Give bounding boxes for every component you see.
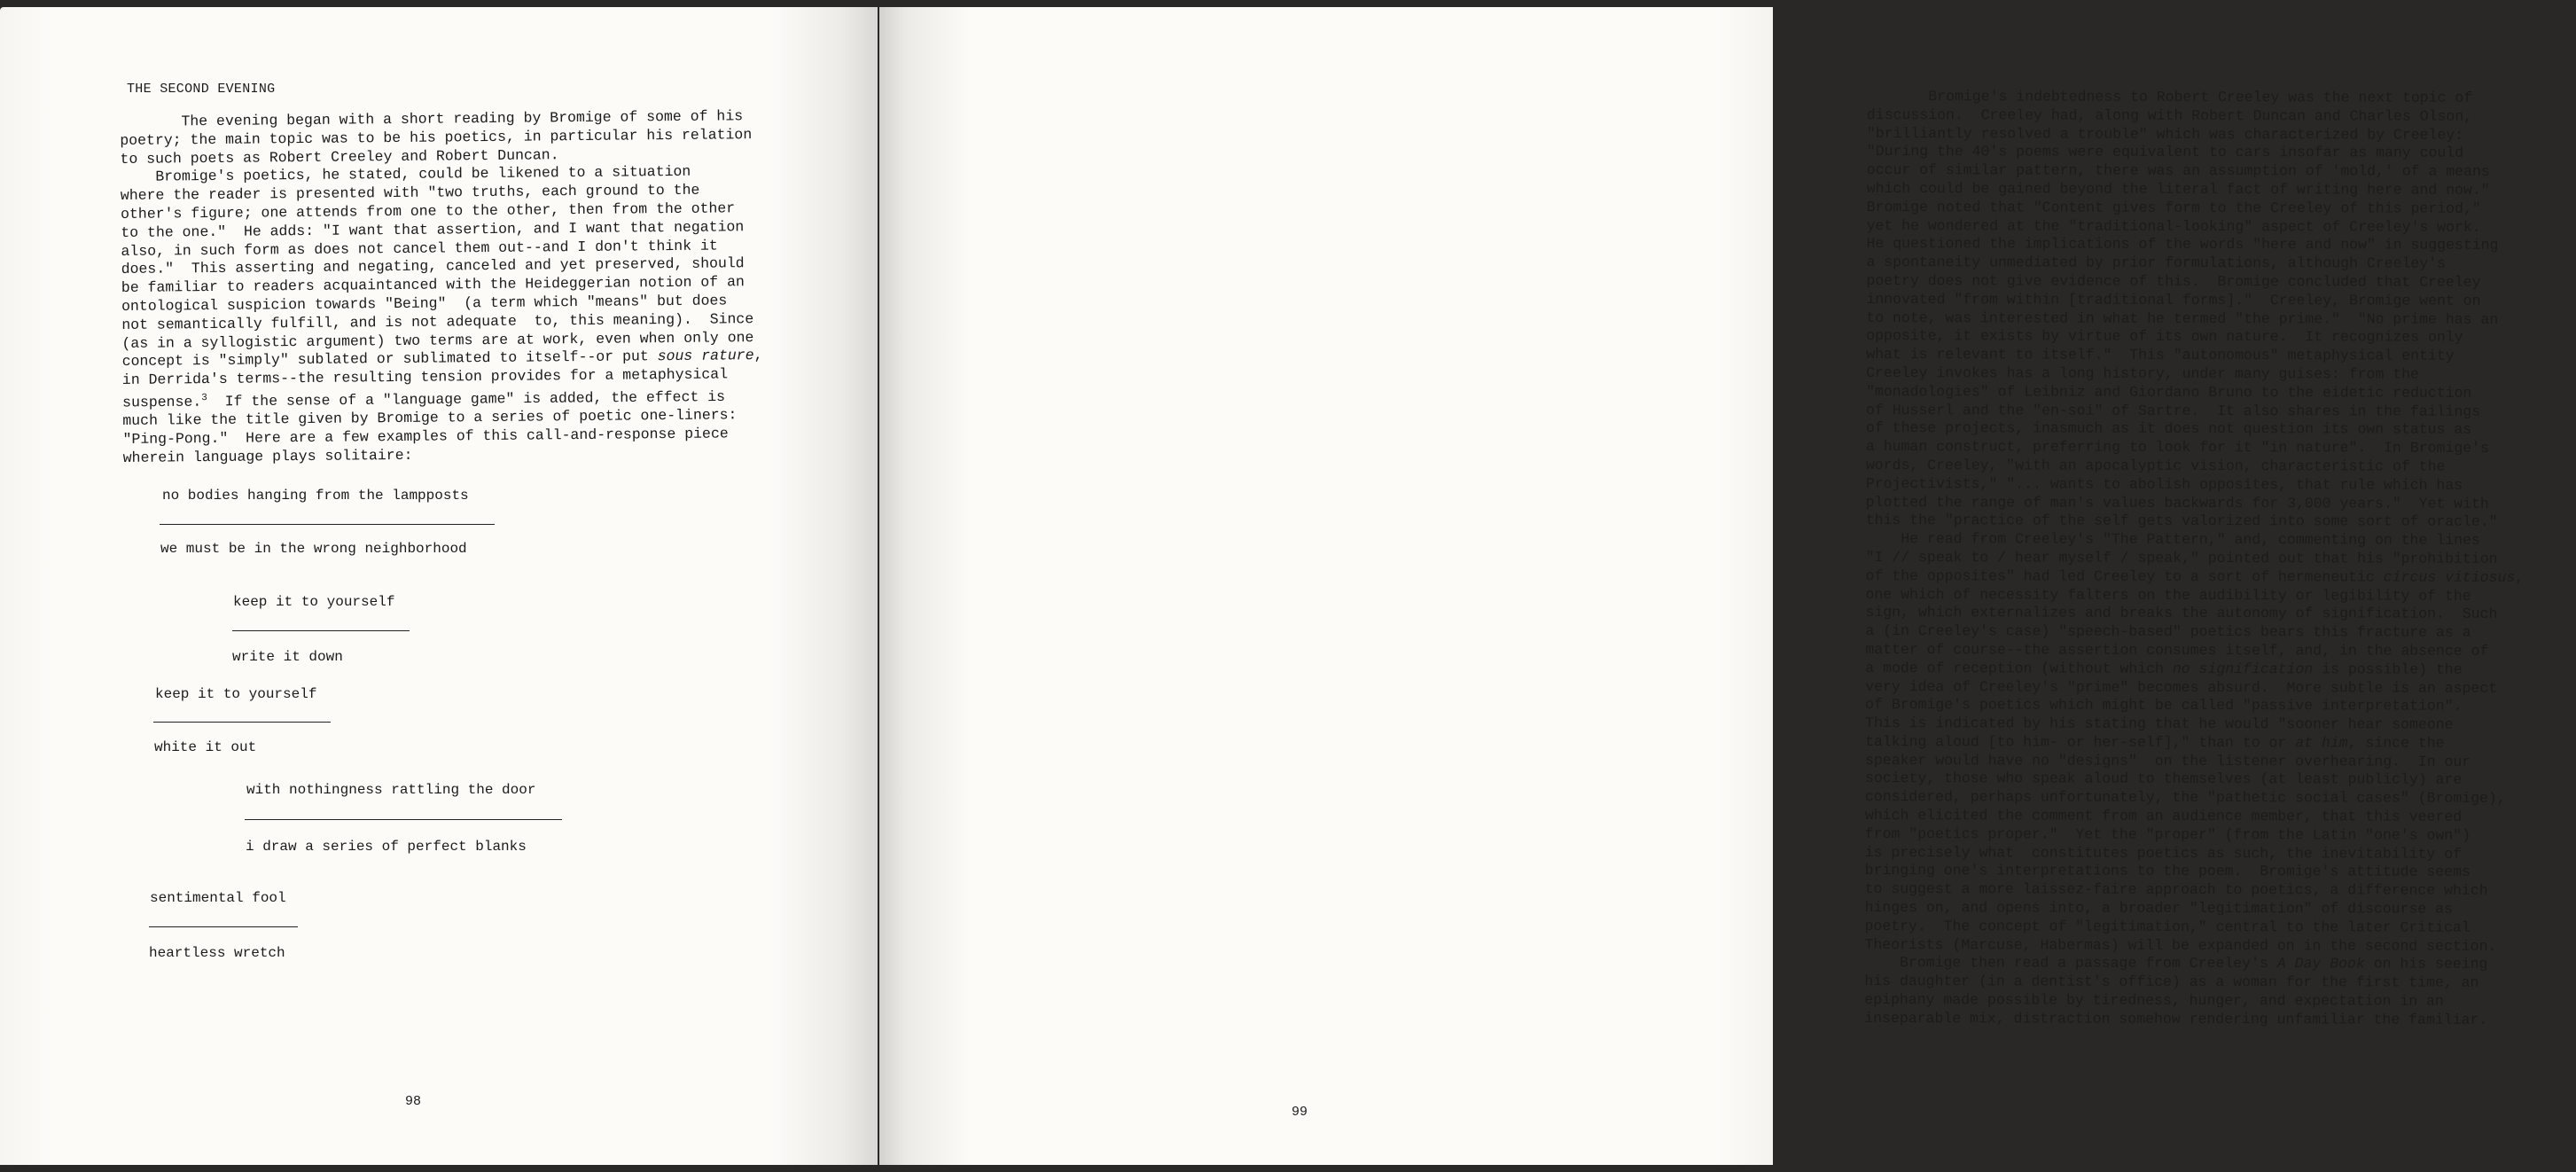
poem-line: no bodies hanging from the lampposts bbox=[162, 488, 469, 504]
text-line: a spontaneity unmediated by prior formulations, although Creeley's bbox=[1866, 254, 2447, 272]
text-line: plotted the range of man's values backwards for 3,000 years." Yet with bbox=[1865, 493, 2489, 512]
text-line: to note, was interested in what he termed "the prime." "No prime has an bbox=[1866, 309, 2499, 328]
poem-line: keep it to yourself bbox=[233, 594, 395, 610]
text-line: "brilliantly resolved a trouble" which was characterized by Creeley: bbox=[1866, 124, 2464, 144]
text-line: poetry; the main topic was to be his poetics, in particular his relation bbox=[120, 125, 753, 149]
footnote-marker: 3 bbox=[201, 393, 207, 404]
poem-rule bbox=[245, 819, 562, 820]
italic-phrase: at him bbox=[2295, 734, 2348, 752]
poem-rule bbox=[149, 926, 298, 927]
italic-phrase: circus vitiosus bbox=[2383, 568, 2516, 586]
poem-line: sentimental fool bbox=[150, 890, 286, 906]
text-line: wherein language plays solitaire: bbox=[122, 446, 413, 466]
text-line: concept is "simply" sublated or sublimated to itself--or put sous rature, bbox=[121, 347, 763, 371]
text-line: ontological suspicion towards "Being" (a term which "means" but does bbox=[121, 292, 728, 315]
italic-phrase: sous rature bbox=[657, 347, 754, 365]
page-number: 98 bbox=[405, 1094, 422, 1109]
text-line: Creeley invokes has a long history, under many guises: from the bbox=[1866, 363, 2419, 383]
poem-line: keep it to yourself bbox=[155, 686, 317, 702]
poem-rule bbox=[232, 630, 410, 631]
left-page-prose bbox=[120, 107, 797, 468]
text-line: of the opposites" had led Creeley to a sort of hermeneutic circus vitiosus, bbox=[1865, 566, 2525, 586]
text-line: Bromige then read a passage from Creeley's A Day Book on his seeing bbox=[1864, 954, 2488, 973]
italic-phrase: no signification bbox=[2172, 660, 2314, 678]
text-line: "During the 40's poems were equivalent to cars insofar as many could bbox=[1866, 143, 2464, 162]
text-line: poetry. The concept of "legitimation," central to the later Critical bbox=[1864, 917, 2471, 936]
text-line: where the reader is presented with "two truths, each ground to the bbox=[120, 181, 700, 205]
text-line: Bromige noted that "Content gives form to the Creeley of this period," bbox=[1866, 198, 2481, 217]
text-line: opposite, it exists by virtue of its own nature. It recognizes only bbox=[1866, 327, 2463, 347]
text-line: does." This asserting and negating, canceled and yet preserved, should bbox=[121, 254, 745, 278]
text-line: of Bromige's poetics which might be called "passive interpretation". bbox=[1865, 696, 2463, 715]
text-line: to suggest a more laissez-faire approach to poetics, a difference which bbox=[1864, 880, 2488, 900]
text-line: The evening began with a short reading by Bromige of some of his bbox=[120, 107, 744, 130]
text-line: hinges on, and opens into, a broader "legitimation" of discourse as bbox=[1864, 899, 2454, 918]
text-line: which could be gained beyond the literal fact of writing here and now." bbox=[1866, 179, 2490, 199]
text-line: yet he wondered at the "traditional-looking" aspect of Creeley's work. bbox=[1866, 216, 2481, 236]
text-line: "monadologies" of Leibniz and Giordano Bruno to the eidetic reduction bbox=[1866, 382, 2472, 402]
right-page bbox=[879, 7, 2525, 1165]
text-line: talking aloud [to him- or her-self]," than to or at him, since the bbox=[1865, 732, 2445, 752]
text-line: Bromige's poetics, he stated, could be likened to a situation bbox=[120, 163, 691, 186]
text-line: to the one." He adds: "I want that assertion, and I want that negation bbox=[121, 218, 745, 241]
poem-line: we must be in the wrong neighborhood bbox=[160, 541, 467, 557]
text-line: one which of necessity falters on the audibility or legibility of the bbox=[1865, 585, 2471, 605]
text-line: what is relevant to itself." This "autonomous" metaphysical entity bbox=[1866, 346, 2455, 364]
text-line: (as in a syllogistic argument) two terms are at work, even when only one bbox=[121, 328, 754, 352]
text-line: innovated "from within [traditional forms]." Creeley, Bromige went on bbox=[1866, 290, 2481, 309]
text-line: not semantically fulfill, and is not adequate to, this meaning). Since bbox=[121, 309, 754, 333]
text-line: very idea of Creeley's "prime" becomes absurd. More subtle is an aspect bbox=[1865, 677, 2498, 697]
section-heading: THE SECOND EVENING bbox=[127, 82, 276, 97]
text-line: speaker would have no "designs" on the listener overhearing. In our bbox=[1864, 751, 2471, 770]
text-line: discussion. Creeley had, along with Robert Duncan and Charles Olson, bbox=[1866, 105, 2473, 125]
text-line: He questioned the implications of the words "here and now" in suggesting bbox=[1866, 235, 2499, 254]
text-line: "I // speak to / hear myself / speak," pointed out that his "prohibition bbox=[1865, 548, 2498, 567]
italic-phrase: A Day Book bbox=[2276, 955, 2365, 973]
text-line: is precisely what constitutes poetics as such, the inevitability of bbox=[1864, 843, 2463, 863]
text-line: his daughter (in a dentist's office) as a woman for the first time, an bbox=[1864, 973, 2479, 992]
text-line: poetry does not give evidence of this. Bromige concluded that Creeley bbox=[1866, 271, 2481, 291]
text-line: epiphany made possible by tiredness, hunger, and expectation in an bbox=[1864, 991, 2444, 1010]
text-line: He read from Creeley's "The Pattern," and, commenting on the lines bbox=[1865, 530, 2480, 549]
text-line: a mode of reception (without which no signification is possible) the bbox=[1865, 659, 2463, 678]
text-line: Bromige's indebtedness to Robert Creeley was the next topic of bbox=[1866, 88, 2473, 106]
text-line: much like the title given by Bromige to a series of poetic one-liners: bbox=[122, 406, 738, 430]
poem-rule bbox=[153, 722, 331, 723]
text-line: in Derrida's terms--the resulting tension provides for a metaphysical bbox=[121, 365, 729, 389]
text-line: considered, perhaps unfortunately, the "pathetic social cases" (Bromige), bbox=[1864, 788, 2506, 808]
text-line: Projectivists," "... wants to abolish opposites, that rule which has bbox=[1865, 474, 2463, 494]
text-line: be familiar to readers acquaintanced with the Heideggerian notion of an bbox=[121, 273, 745, 297]
text-line: to such poets as Robert Creeley and Robert Duncan. bbox=[120, 145, 559, 168]
poem-line: write it down bbox=[232, 649, 343, 665]
text-line: of these projects, inasmuch as it does not question its own status as bbox=[1865, 419, 2472, 439]
text-line: a (in Creeley's case) "speech-based" poetics bears this fracture as a bbox=[1865, 622, 2471, 641]
poem-rule bbox=[160, 524, 495, 525]
text-line: also, in such form as does not cancel them out--and I don't think it bbox=[121, 237, 718, 260]
text-line: inseparable mix, distraction somehow rendering unfamiliar the familiar. bbox=[1864, 1009, 2488, 1028]
text-line: other's figure; one attends from one to the other, then from the other bbox=[120, 199, 736, 223]
page-number: 99 bbox=[1292, 1105, 1308, 1120]
poem-line: i draw a series of perfect blanks bbox=[246, 839, 527, 855]
text-line: which elicited the comment from an audience member, that this veered bbox=[1864, 807, 2463, 825]
text-line: "Ping-Pong." Here are a few examples of this call-and-response piece bbox=[122, 425, 729, 449]
text-line: bringing one's interpretations to the poem. Bromige's attitude seems bbox=[1864, 862, 2471, 881]
poem-line: heartless wretch bbox=[149, 945, 285, 961]
text-line: a human construct, preferring to look for it "in nature". In Bromige's bbox=[1865, 438, 2489, 457]
text-line: suspense.$^3$ If the sense of a "language game" is added, the effect is bbox=[122, 387, 726, 411]
poem-line: white it out bbox=[154, 739, 257, 755]
text-line: occur of similar pattern, there was an assumption of 'mold,' of a means bbox=[1866, 161, 2490, 181]
text-line: of Husserl and the "en-soi" of Sartre. It also shares in the failings bbox=[1866, 401, 2481, 420]
right-page-prose bbox=[1864, 88, 2576, 1030]
text-line: This is indicated by his stating that he would "sooner hear someone bbox=[1865, 715, 2454, 733]
text-line: words, Creeley, "with an apocalyptic vision, characteristic of the bbox=[1865, 456, 2446, 475]
left-page bbox=[0, 7, 878, 1165]
text-line: sign, which externalizes and breaks the autonomy of signification. Such bbox=[1865, 604, 2498, 623]
text-line: this the "practice of the self gets valorized into some sort of oracle." bbox=[1865, 512, 2498, 531]
text-line: Theorists (Marcuse, Habermas) will be expanded on in the second section. bbox=[1864, 935, 2497, 955]
text-line: society, those who speak aloud to themselves (at least publicly) are bbox=[1864, 770, 2463, 789]
text-line: matter of course--the assertion consumes itself, and, in the absence of bbox=[1865, 640, 2489, 660]
text-line: from "poetics proper." Yet the "proper" (from the Latin "one's own") bbox=[1864, 824, 2471, 844]
poem-line: with nothingness rattling the door bbox=[246, 782, 536, 798]
